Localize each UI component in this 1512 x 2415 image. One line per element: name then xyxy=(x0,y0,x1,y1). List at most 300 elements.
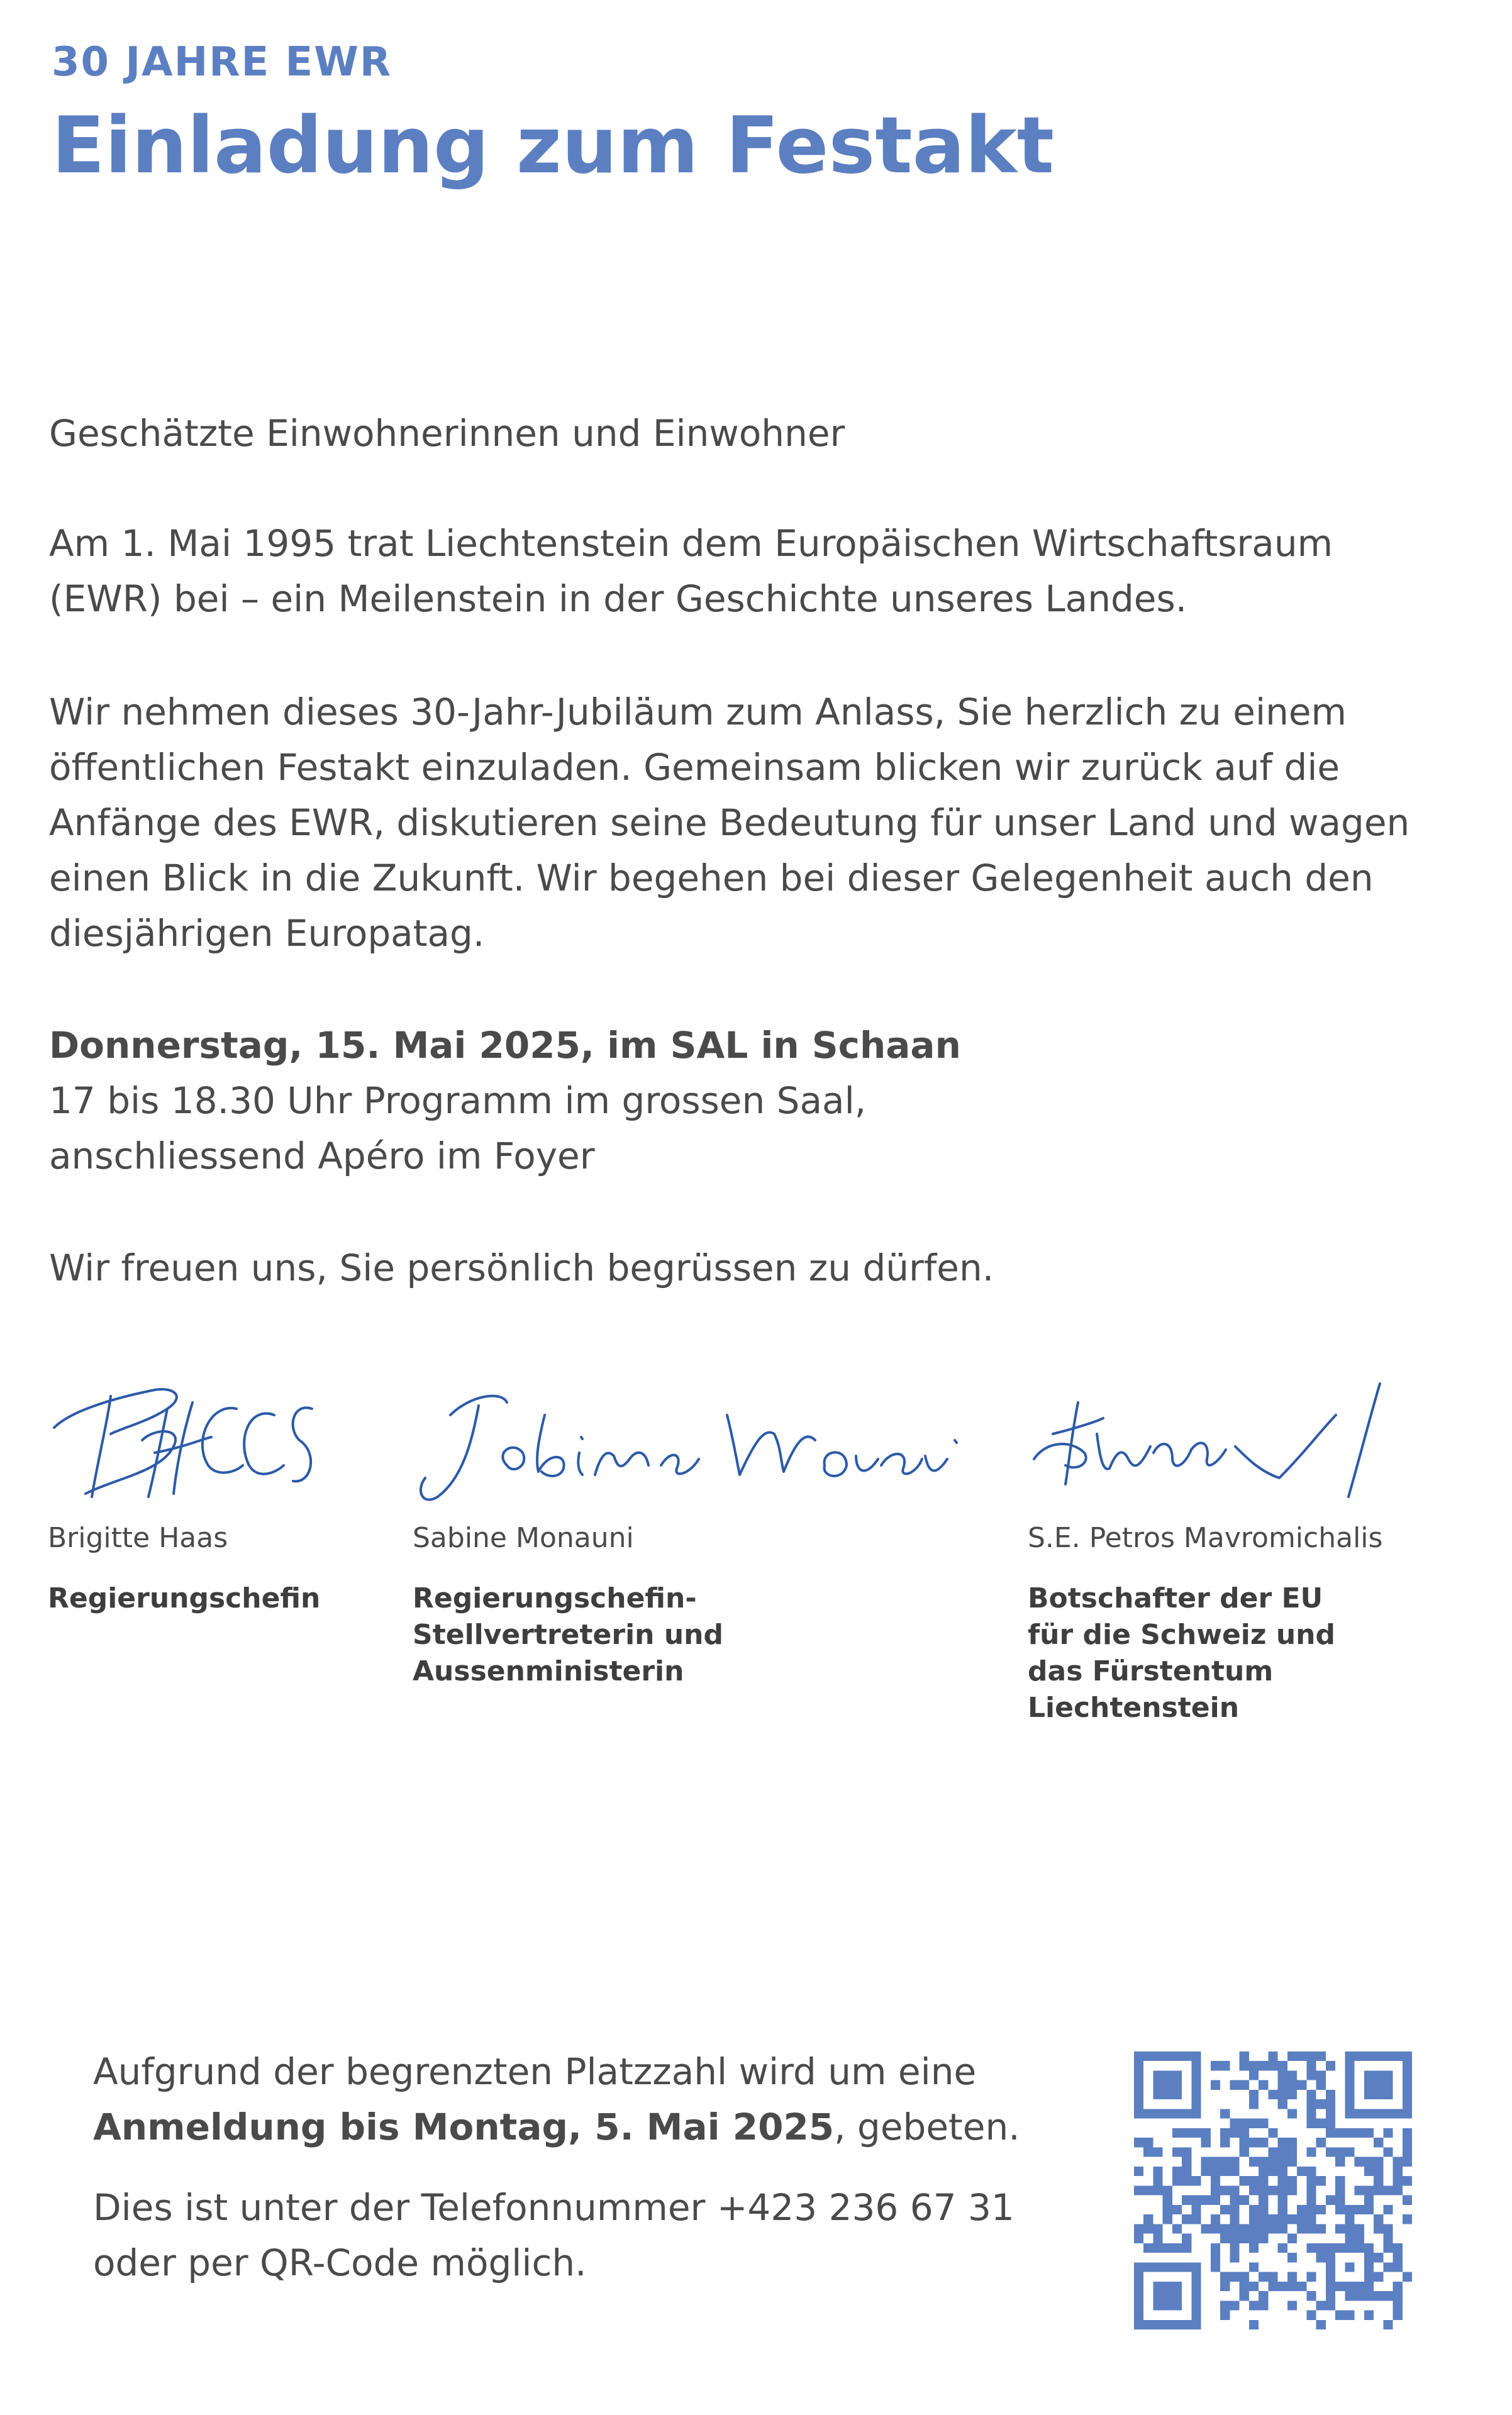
qr-module xyxy=(1268,2147,1277,2157)
qr-module xyxy=(1393,2282,1403,2291)
signatory-name: S.E. Petros Mavromichalis xyxy=(1028,1522,1383,1554)
qr-module xyxy=(1249,2282,1259,2291)
qr-module xyxy=(1163,2214,1172,2224)
qr-module xyxy=(1230,2214,1239,2224)
qr-module xyxy=(1297,2214,1306,2224)
qr-module xyxy=(1306,2272,1316,2282)
qr-module xyxy=(1230,2128,1239,2138)
qr-module xyxy=(1230,2080,1239,2090)
qr-module xyxy=(1201,2167,1211,2176)
signatory-role: Regierungschefin xyxy=(48,1582,321,1614)
qr-module xyxy=(1201,2157,1211,2167)
signatory-haas xyxy=(48,1371,325,1617)
event-after: anschliessend Apéro im Foyer xyxy=(49,1135,595,1177)
qr-module xyxy=(1163,2205,1172,2214)
qr-module xyxy=(1287,2090,1297,2099)
qr-module xyxy=(1364,2311,1374,2320)
qr-module xyxy=(1383,2262,1392,2272)
qr-module xyxy=(1393,2253,1403,2262)
qr-module xyxy=(1326,2291,1335,2301)
paragraph-invitation xyxy=(49,684,1433,961)
signatory-monauni xyxy=(413,1371,966,1690)
qr-module xyxy=(1287,2301,1297,2310)
signatory-mavromichalis xyxy=(1028,1371,1418,1726)
qr-module xyxy=(1249,2099,1259,2109)
qr-module xyxy=(1393,2311,1403,2320)
qr-module xyxy=(1364,2196,1374,2205)
qr-module xyxy=(1306,2167,1316,2176)
qr-module xyxy=(1182,2147,1191,2157)
qr-module xyxy=(1259,2301,1268,2310)
qr-module xyxy=(1287,2176,1297,2185)
qr-module xyxy=(1297,2080,1306,2090)
qr-module xyxy=(1345,2224,1354,2233)
qr-module xyxy=(1211,2196,1220,2205)
registration-info xyxy=(93,2044,1074,2290)
signature-haas xyxy=(48,1371,325,1509)
qr-module xyxy=(1278,2243,1287,2253)
qr-module xyxy=(1278,2099,1287,2109)
qr-module xyxy=(1345,2311,1354,2320)
qr-module xyxy=(1249,2061,1259,2070)
qr-module xyxy=(1220,2272,1230,2282)
qr-module xyxy=(1278,2176,1287,2185)
qr-module xyxy=(1220,2234,1230,2243)
qr-module xyxy=(1172,2147,1182,2157)
signature-mavromichalis xyxy=(1028,1371,1418,1509)
qr-module xyxy=(1211,2185,1220,2195)
qr-module xyxy=(1182,2243,1191,2253)
qr-module xyxy=(1249,2234,1259,2243)
qr-module xyxy=(1326,2099,1335,2109)
qr-module xyxy=(1230,2301,1239,2310)
qr-module xyxy=(1240,2138,1249,2147)
qr-module xyxy=(1259,2176,1268,2185)
qr-module xyxy=(1316,2138,1326,2147)
qr-module xyxy=(1316,2099,1326,2109)
qr-module xyxy=(1383,2234,1392,2243)
qr-module xyxy=(1220,2138,1230,2147)
event-time: 17 bis 18.30 Uhr Programm im grossen Saal, xyxy=(49,1079,867,1122)
qr-module xyxy=(1297,2224,1306,2233)
contact-paragraph xyxy=(93,2180,1074,2290)
qr-module xyxy=(1240,2234,1249,2243)
qr-module xyxy=(1345,2214,1354,2224)
qr-module xyxy=(1240,2224,1249,2233)
qr-module xyxy=(1230,2243,1239,2253)
signatory-name: Brigitte Haas xyxy=(48,1522,228,1554)
qr-module xyxy=(1230,2253,1239,2262)
qr-module xyxy=(1278,2157,1287,2167)
qr-module xyxy=(1249,2176,1259,2185)
qr-module xyxy=(1306,2099,1316,2109)
contact-phone-line: Dies ist unter der Telefonnummer +423 236 67 31 xyxy=(93,2186,1014,2229)
qr-module xyxy=(1335,2128,1345,2138)
qr-module xyxy=(1230,2196,1239,2205)
qr-module xyxy=(1335,2224,1345,2233)
qr-module xyxy=(1182,2214,1191,2224)
qr-module xyxy=(1287,2109,1297,2118)
qr-module xyxy=(1306,2109,1316,2118)
qr-module xyxy=(1335,2176,1345,2185)
closing xyxy=(49,1240,1433,1296)
qr-module xyxy=(1326,2061,1335,2070)
qr-module xyxy=(1211,2061,1220,2070)
qr-module xyxy=(1306,2196,1316,2205)
qr-module xyxy=(1316,2301,1326,2310)
qr-module xyxy=(1220,2061,1230,2070)
qr-module xyxy=(1335,2196,1345,2205)
qr-module xyxy=(1259,2214,1268,2224)
qr-module xyxy=(1287,2147,1297,2157)
event-date: Donnerstag, 15. Mai 2025, im SAL in Schaan xyxy=(49,1024,961,1067)
greeting-line: Geschätzte Einwohnerinnen und Einwohner xyxy=(49,412,845,455)
qr-module xyxy=(1287,2138,1297,2147)
qr-module xyxy=(1240,2051,1249,2061)
qr-module xyxy=(1278,2205,1287,2214)
qr-module xyxy=(1278,2224,1287,2233)
qr-module xyxy=(1326,2090,1335,2099)
qr-module xyxy=(1364,2185,1374,2195)
qr-module xyxy=(1220,2224,1230,2233)
qr-module xyxy=(1163,2185,1172,2195)
qr-module xyxy=(1278,2138,1287,2147)
qr-module xyxy=(1211,2167,1220,2176)
qr-module xyxy=(1172,2128,1182,2138)
qr-module xyxy=(1211,2080,1220,2090)
qr-module xyxy=(1182,2196,1191,2205)
paragraph-invitation-line: diesjährigen Europatag. xyxy=(49,912,485,955)
qr-module xyxy=(1278,2282,1287,2291)
qr-module xyxy=(1326,2128,1335,2138)
qr-module xyxy=(1287,2253,1297,2262)
signatures xyxy=(0,1371,1512,1748)
qr-module xyxy=(1383,2320,1392,2329)
qr-module xyxy=(1259,2080,1268,2090)
qr-module xyxy=(1364,2205,1374,2214)
qr-module xyxy=(1355,2205,1364,2214)
qr-module xyxy=(1230,2119,1239,2128)
qr-module xyxy=(1355,2234,1364,2243)
paragraph-intro-line: (EWR) bei – ein Meilenstein in der Geschichte unseres Landes. xyxy=(49,577,1187,620)
registration-line1: Aufgrund der begrenzten Platzzahl wird um eine xyxy=(93,2050,977,2093)
qr-module xyxy=(1143,2214,1153,2224)
qr-module xyxy=(1259,2205,1268,2214)
qr-module xyxy=(1249,2090,1259,2099)
qr-module xyxy=(1355,2291,1364,2301)
qr-module xyxy=(1306,2291,1316,2301)
qr-module xyxy=(1201,2224,1211,2233)
qr-module xyxy=(1326,2147,1335,2157)
qr-module xyxy=(1306,2176,1316,2185)
qr-module xyxy=(1172,2167,1182,2176)
closing-line: Wir freuen uns, Sie persönlich begrüssen zu dürfen. xyxy=(49,1246,994,1289)
qr-module xyxy=(1249,2205,1259,2214)
qr-module xyxy=(1268,2185,1277,2195)
qr-module xyxy=(1306,2147,1316,2157)
qr-module xyxy=(1249,2320,1259,2329)
greeting xyxy=(49,406,1433,461)
qr-module xyxy=(1143,2147,1153,2157)
qr-module xyxy=(1374,2176,1383,2185)
qr-module xyxy=(1383,2291,1392,2301)
qr-module xyxy=(1374,2185,1383,2195)
qr-module xyxy=(1278,2196,1287,2205)
qr-module xyxy=(1134,2234,1143,2243)
qr-module xyxy=(1182,2128,1191,2138)
qr-module xyxy=(1268,2051,1277,2061)
qr-module xyxy=(1172,2205,1182,2214)
qr-module xyxy=(1259,2185,1268,2195)
qr-module xyxy=(1211,2253,1220,2262)
qr-module xyxy=(1249,2214,1259,2224)
qr-module xyxy=(1374,2291,1383,2301)
qr-module xyxy=(1287,2234,1297,2243)
qr-module xyxy=(1191,2128,1201,2138)
qr-module xyxy=(1240,2196,1249,2205)
qr-module xyxy=(1220,2167,1230,2176)
qr-module xyxy=(1172,2243,1182,2253)
qr-module xyxy=(1383,2243,1392,2253)
qr-module xyxy=(1297,2205,1306,2214)
qr-module xyxy=(1287,2157,1297,2167)
qr-module xyxy=(1143,2243,1153,2253)
qr-module xyxy=(1259,2196,1268,2205)
qr-module xyxy=(1326,2196,1335,2205)
qr-module xyxy=(1287,2282,1297,2291)
qr-module xyxy=(1249,2185,1259,2195)
qr-module xyxy=(1393,2167,1403,2176)
qr-module xyxy=(1249,2119,1259,2128)
qr-module xyxy=(1153,2176,1162,2185)
qr-module xyxy=(1278,2167,1287,2176)
qr-module xyxy=(1249,2224,1259,2233)
qr-module xyxy=(1240,2147,1249,2157)
signatory-name: Sabine Monauni xyxy=(413,1522,634,1554)
qr-module xyxy=(1403,2147,1412,2157)
event-details xyxy=(49,1018,1433,1184)
registration-line2-rest: , gebeten. xyxy=(834,2106,1020,2148)
qr-module xyxy=(1278,2185,1287,2195)
qr-module xyxy=(1316,2320,1326,2329)
qr-module xyxy=(1326,2109,1335,2118)
qr-module xyxy=(1393,2157,1403,2167)
qr-module xyxy=(1393,2176,1403,2185)
qr-module xyxy=(1355,2157,1364,2167)
qr-module xyxy=(1220,2205,1230,2214)
qr-module xyxy=(1230,2167,1239,2176)
qr-module xyxy=(1306,2070,1316,2080)
qr-module xyxy=(1364,2291,1374,2301)
qr-module xyxy=(1220,2185,1230,2195)
qr-module xyxy=(1306,2224,1316,2233)
qr-module xyxy=(1134,2224,1143,2233)
qr-module xyxy=(1306,2311,1316,2320)
qr-module xyxy=(1211,2214,1220,2224)
qr-module xyxy=(1316,2176,1326,2185)
qr-module xyxy=(1316,2119,1326,2128)
qr-module xyxy=(1259,2272,1268,2282)
qr-module xyxy=(1163,2243,1172,2253)
qr-module xyxy=(1249,2138,1259,2147)
qr-module xyxy=(1278,2147,1287,2157)
qr-module xyxy=(1374,2214,1383,2224)
qr-module xyxy=(1326,2301,1335,2310)
qr-module xyxy=(1335,2205,1345,2214)
header-kicker: 30 JAHRE EWR xyxy=(52,39,392,86)
qr-module xyxy=(1182,2234,1191,2243)
qr-module xyxy=(1201,2196,1211,2205)
qr-module xyxy=(1316,2080,1326,2090)
qr-module xyxy=(1335,2311,1345,2320)
qr-module xyxy=(1306,2205,1316,2214)
registration-paragraph xyxy=(93,2044,1074,2155)
qr-module xyxy=(1153,2147,1162,2157)
qr-module xyxy=(1374,2224,1383,2233)
qr-module xyxy=(1172,2224,1182,2233)
qr-module xyxy=(1220,2301,1230,2310)
signatory-role: Regierungschefin- Stellvertreterin und Aussenministerin xyxy=(413,1582,723,1687)
qr-module xyxy=(1230,2272,1239,2282)
qr-module xyxy=(1355,2128,1364,2138)
qr-module xyxy=(1287,2185,1297,2195)
qr-module xyxy=(1134,2138,1143,2147)
qr-module xyxy=(1143,2185,1153,2195)
qr-module xyxy=(1306,2061,1316,2070)
qr-module xyxy=(1306,2090,1316,2099)
qr-module xyxy=(1268,2282,1277,2291)
qr-module xyxy=(1230,2205,1239,2214)
qr-module xyxy=(1374,2253,1383,2262)
qr-module xyxy=(1278,2090,1287,2099)
qr-module xyxy=(1316,2243,1326,2253)
qr-module xyxy=(1268,2061,1277,2070)
qr-module xyxy=(1182,2157,1191,2167)
qr-module xyxy=(1191,2196,1201,2205)
qr-module xyxy=(1278,2080,1287,2090)
qr-module xyxy=(1230,2157,1239,2167)
qr-module xyxy=(1259,2157,1268,2167)
qr-module xyxy=(1364,2128,1374,2138)
qr-module xyxy=(1335,2147,1345,2157)
qr-module xyxy=(1153,2224,1162,2233)
qr-module xyxy=(1220,2128,1230,2138)
qr-module xyxy=(1306,2051,1316,2061)
qr-module xyxy=(1240,2119,1249,2128)
qr-module xyxy=(1306,2243,1316,2253)
qr-module xyxy=(1355,2185,1364,2195)
qr-module xyxy=(1374,2272,1383,2282)
qr-module xyxy=(1268,2090,1277,2099)
paragraph-invitation-line: einen Blick in die Zukunft. Wir begehen bei dieser Gelegenheit auch den xyxy=(49,857,1374,899)
paragraph-invitation-line: Wir nehmen dieses 30-Jahr-Jubiläum zum Anlass, Sie herzlich zu einem xyxy=(49,691,1347,733)
qr-module xyxy=(1345,2128,1354,2138)
qr-module xyxy=(1249,2157,1259,2167)
qr-module xyxy=(1403,2157,1412,2167)
paragraph-intro-line: Am 1. Mai 1995 trat Liechtenstein dem Europäischen Wirtschaftsraum xyxy=(49,522,1333,565)
paragraph-invitation-line: Anfänge des EWR, diskutieren seine Bedeutung für unser Land und wagen xyxy=(49,801,1410,844)
qr-module xyxy=(1191,2214,1201,2224)
qr-module xyxy=(1345,2291,1354,2301)
qr-module xyxy=(1383,2205,1392,2214)
qr-module xyxy=(1403,2138,1412,2147)
qr-module xyxy=(1259,2167,1268,2176)
qr-module xyxy=(1211,2224,1220,2233)
qr-module xyxy=(1364,2167,1374,2176)
qr-module xyxy=(1403,2176,1412,2185)
qr-module xyxy=(1345,2262,1354,2272)
qr-module xyxy=(1393,2301,1403,2310)
qr-module xyxy=(1287,2070,1297,2080)
qr-module xyxy=(1364,2070,1393,2099)
qr-module xyxy=(1374,2138,1383,2147)
page-title: Einladung zum Festakt xyxy=(52,101,1055,191)
qr-module xyxy=(1259,2138,1268,2147)
qr-module xyxy=(1153,2167,1162,2176)
signatory-role: Botschafter der EU für die Schweiz und das Fürstentum Liechtenstein xyxy=(1028,1582,1335,1724)
qr-module xyxy=(1143,2138,1153,2147)
qr-module xyxy=(1249,2070,1259,2080)
qr-module xyxy=(1268,2128,1277,2138)
qr-module xyxy=(1153,2282,1182,2311)
qr-module xyxy=(1383,2185,1392,2195)
qr-module xyxy=(1297,2051,1306,2061)
qr-module xyxy=(1316,2070,1326,2080)
qr-module xyxy=(1316,2051,1326,2061)
qr-module xyxy=(1153,2234,1162,2243)
qr-module xyxy=(1191,2205,1201,2214)
qr-module xyxy=(1230,2234,1239,2243)
qr-module xyxy=(1230,2224,1239,2233)
qr-module xyxy=(1134,2167,1143,2176)
qr-module xyxy=(1211,2262,1220,2272)
qr-module xyxy=(1306,2214,1316,2224)
qr-module xyxy=(1201,2128,1211,2138)
qr-code[interactable] xyxy=(1134,2051,1412,2329)
qr-module xyxy=(1383,2147,1392,2157)
qr-module xyxy=(1335,2157,1345,2167)
qr-module xyxy=(1201,2138,1211,2147)
qr-module xyxy=(1134,2185,1143,2195)
qr-module xyxy=(1287,2272,1297,2282)
qr-module xyxy=(1268,2167,1277,2176)
qr-module xyxy=(1335,2185,1345,2195)
qr-module xyxy=(1306,2119,1316,2128)
qr-module xyxy=(1316,2205,1326,2214)
qr-module xyxy=(1268,2214,1277,2224)
qr-module xyxy=(1306,2185,1316,2195)
qr-module xyxy=(1172,2176,1182,2185)
qr-module xyxy=(1259,2224,1268,2233)
qr-module xyxy=(1326,2119,1335,2128)
qr-module xyxy=(1259,2119,1268,2128)
qr-module xyxy=(1191,2176,1201,2185)
qr-module xyxy=(1297,2167,1306,2176)
qr-module xyxy=(1240,2282,1249,2291)
qr-module xyxy=(1278,2214,1287,2224)
qr-module xyxy=(1268,2224,1277,2233)
qr-module xyxy=(1220,2109,1230,2118)
qr-module xyxy=(1287,2080,1297,2090)
qr-module xyxy=(1345,2205,1354,2214)
qr-module xyxy=(1403,2128,1412,2138)
qr-module xyxy=(1403,2196,1412,2205)
qr-module xyxy=(1287,2214,1297,2224)
qr-module xyxy=(1163,2196,1172,2205)
qr-module xyxy=(1355,2224,1364,2233)
qr-module xyxy=(1143,2224,1153,2233)
qr-module xyxy=(1364,2157,1374,2167)
